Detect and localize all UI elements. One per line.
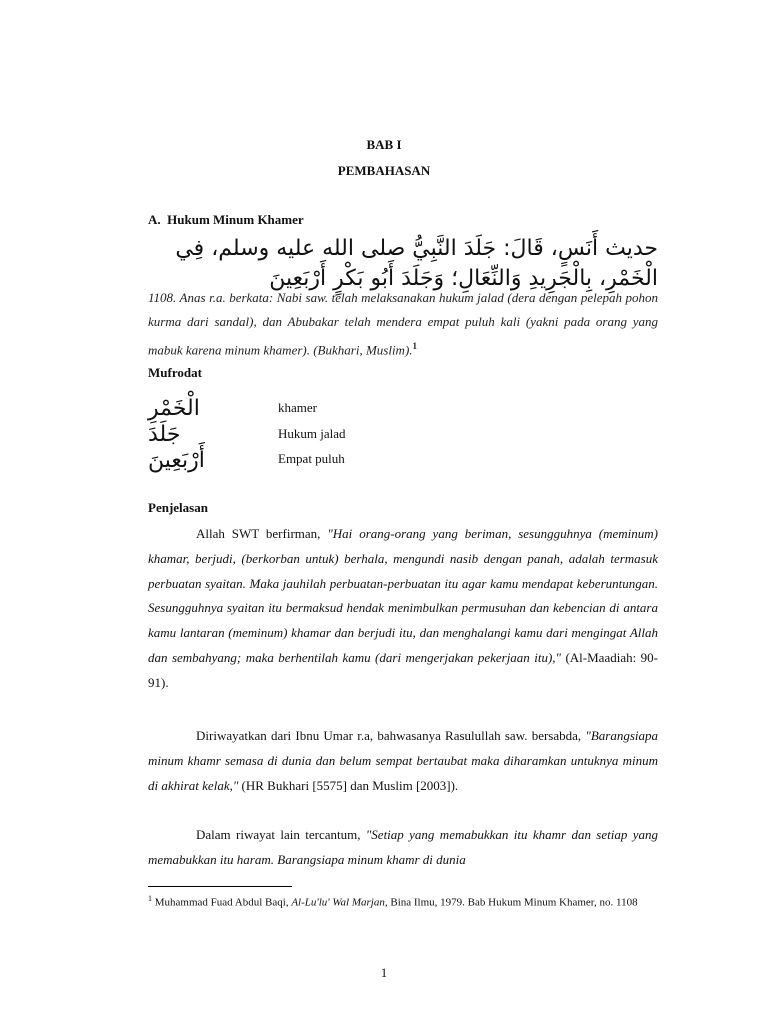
hadith-arabic-line-2: الْخَمْرِ، بِالْجَرِيدِ وَالنِّعَالِ؛ وَجَلَدَ أَبُو بَكْرٍ أَرْبَعِينَ (269, 266, 658, 291)
paragraph-3-quote: "Setiap yang memabukkan itu khamr dan setiap yang memabukkan itu haram. Barangsiapa minum khamr di dunia (148, 827, 659, 867)
chapter-title: PEMBAHASAN (337, 163, 431, 178)
chapter-number: BAB I (366, 137, 402, 152)
footnote (148, 891, 658, 911)
paragraph-2-source: (HR Bukhari [5575] dan Muslim [2003]). (238, 777, 459, 793)
vocab-meaning-3: Empat puluh (278, 451, 345, 466)
footnote-rest: Bina Ilmu, 1979. Bab Hukum Minum Khamer, no. 1108 (387, 896, 638, 909)
vocab-arabic-2: جَلَدَ (148, 422, 181, 447)
paragraph-2-intro: Diriwayatkan dari Ibnu Umar r.a, bahwasanya Rasulullah saw. bersabda, (196, 728, 586, 743)
penjelasan-heading: Penjelasan (148, 500, 208, 515)
footnote-number: 1 (148, 894, 152, 903)
paragraph-1-intro: Allah SWT berfirman, (196, 526, 328, 541)
page-number: 1 (380, 965, 388, 980)
mufrodat-heading: Mufrodat (148, 365, 202, 380)
vocab-meaning-2: Hukum jalad (278, 426, 346, 441)
paragraph-1-quote: "Hai orang-orang yang beriman, sesungguhnya (meminum) khamar, berjudi, (berkorban untuk) berhala, mengundi nasib dengan panah, adalah termasuk perbuatan syaitan. Maka jauhilah perbuatan-perbuatan itu agar kamu mendapat keberuntungan. Sesungguhnya syaitan itu bermaksud hendak menimbulkan permusuhan dan kebencian di antara kamu lantaran (meminum) khamar dan berjudi itu, dan menghalangi kamu dari mengingat Allah dan sembahyang; maka berhentilah kamu (dari mengerjakan pekerjaan itu)," (148, 526, 658, 665)
paragraph-3-intro: Dalam riwayat lain tercantum, (196, 827, 366, 842)
footnote-author: Muhammad Fuad Abdul Baqi, (152, 896, 292, 909)
footnote-reference[interactable]: 1 (412, 341, 418, 351)
vocab-arabic-3: أَرْبَعِينَ (148, 448, 205, 473)
vocab-arabic-1: الْخَمْرِ (148, 396, 200, 421)
paragraph-1-source: (Al-Maadiah: 90-91). (148, 649, 658, 690)
paragraph-3 (148, 823, 658, 873)
vocab-meaning-1: khamer (278, 400, 317, 415)
hadith-translation (148, 286, 658, 362)
hadith-arabic (148, 234, 658, 294)
paragraph-1 (148, 522, 658, 696)
section-a-heading (148, 212, 304, 228)
paragraph-2 (148, 724, 658, 798)
section-a-label: A. (148, 212, 161, 227)
hadith-arabic-line-1: حديث أَنَسٍ، قَالَ: جَلَدَ النَّبِيُّ صلى الله عليه وسلم، فِي (175, 236, 658, 261)
footnote-book: Al-Lu'lu' Wal Marjan, (291, 896, 388, 909)
section-a-title: Hukum Minum Khamer (167, 212, 304, 227)
footnote-divider (148, 886, 292, 887)
paragraph-2-quote: "Barangsiapa minum khamr semasa di dunia dan belum sempat bertaubat maka diharamkan untuknya minum di akhirat kelak," (148, 728, 658, 793)
hadith-translation-text: 1108. Anas r.a. berkata: Nabi saw. telah melaksanakan hukum jalad (dera dengan pelepah pohon kurma dari sandal), dan Abubakar telah mendera empat puluh kali (yakni pada orang yang mabuk karena minum khamer). (Bukhari, Muslim). (148, 290, 658, 358)
